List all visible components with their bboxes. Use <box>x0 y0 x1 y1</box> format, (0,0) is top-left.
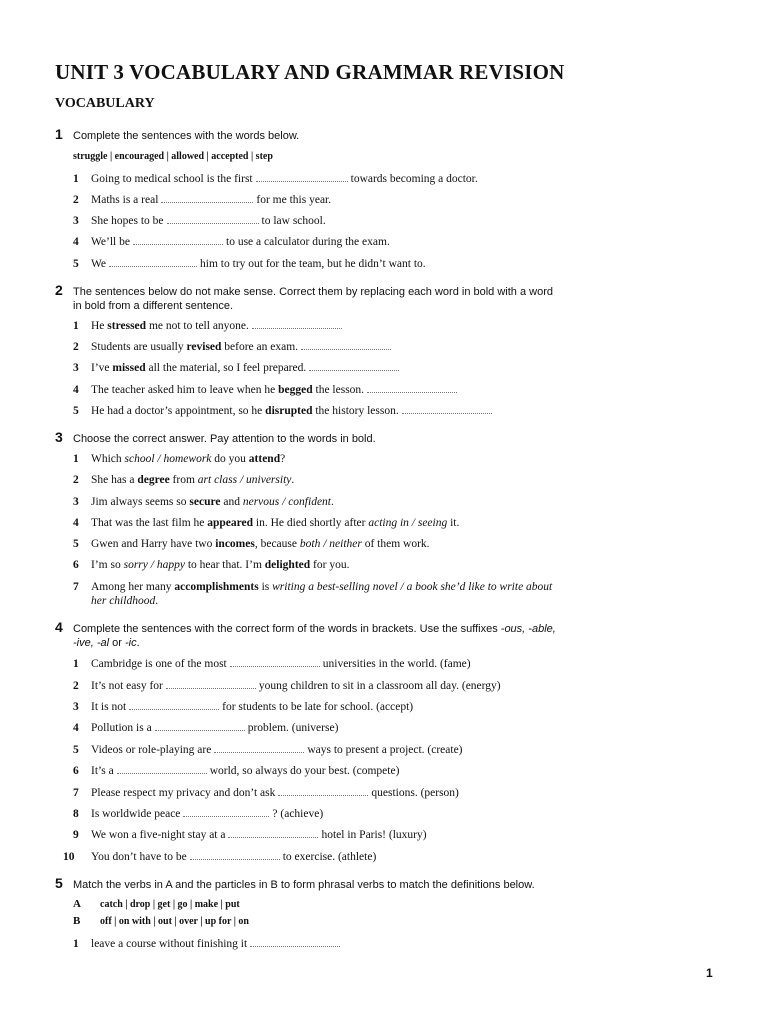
item-number: 5 <box>73 538 79 550</box>
item-number: 1 <box>73 453 79 465</box>
exercise-3-item <box>73 580 552 595</box>
instruction-line: The sentences below do not make sense. Correct them by replacing each word in bold with a word <box>73 286 553 298</box>
item-text: We won a five-night stay at a <box>91 829 226 841</box>
answer-blank[interactable] <box>190 849 280 860</box>
item-text: Pollution is a <box>91 722 152 734</box>
item-text: before an exam. <box>224 341 299 353</box>
item-number: 7 <box>73 581 79 593</box>
bold-word: secure <box>189 496 221 508</box>
item-text: all the material, so I feel prepared. <box>148 362 307 374</box>
answer-blank[interactable] <box>155 720 245 731</box>
item-text: him to try out for the team, but he didn’t want to. <box>200 258 426 270</box>
page-title: UNIT 3 VOCABULARY AND GRAMMAR REVISION <box>55 60 565 84</box>
exercise-2-item <box>73 403 495 419</box>
item-number: 6 <box>73 765 79 777</box>
item-text: for me this year. <box>256 194 332 206</box>
item-text: universities in the world. (fame) <box>322 658 471 670</box>
answer-blank[interactable] <box>117 763 207 774</box>
item-text: I’m so <box>91 559 121 571</box>
item-text: towards becoming a doctor. <box>350 173 478 185</box>
bold-word: begged <box>278 384 313 396</box>
answer-blank[interactable] <box>167 213 259 224</box>
item-text: questions. (person) <box>371 787 459 799</box>
item-number: 6 <box>73 559 79 571</box>
item-number: 4 <box>73 722 79 734</box>
answer-blank[interactable] <box>250 936 340 947</box>
answer-blank[interactable] <box>402 403 492 414</box>
answer-blank[interactable] <box>214 742 304 753</box>
page-number: 1 <box>706 966 713 980</box>
item-text: in. He died shortly after <box>255 517 366 529</box>
item-text: is <box>261 581 270 593</box>
exercise-3-item-continuation <box>91 594 158 609</box>
answer-options[interactable]: sorry / happy <box>123 559 185 571</box>
item-number: 7 <box>73 787 79 799</box>
instruction-line: Complete the sentences with the correct form of the words in brackets. Use the suffixes <box>73 623 498 635</box>
exercise-4-item <box>73 763 399 779</box>
section-heading: VOCABULARY <box>55 96 155 111</box>
item-text: Jim always seems so <box>91 496 187 508</box>
bold-word: incomes <box>215 538 255 550</box>
answer-blank[interactable] <box>228 827 318 838</box>
item-text: . <box>291 474 295 486</box>
item-number: 2 <box>73 194 79 206</box>
item-text: of them work. <box>364 538 430 550</box>
exercise-5-instruction: Match the verbs in A and the particles in B to form phrasal verbs to match the definitions below. <box>73 879 535 891</box>
item-text: That was the last film he <box>91 517 205 529</box>
bold-word: accomplishments <box>174 581 259 593</box>
item-number: 1 <box>73 173 79 185</box>
exercise-3-item <box>73 537 430 552</box>
exercise-1-item <box>73 213 326 229</box>
item-text: to use a calculator during the exam. <box>226 236 390 248</box>
exercise-4-number: 4 <box>55 619 63 635</box>
item-text: and <box>223 496 240 508</box>
instruction-word: or <box>112 637 122 649</box>
exercise-4-item <box>73 720 338 736</box>
exercise-1-item <box>73 192 331 208</box>
item-number: 9 <box>73 829 79 841</box>
bold-word: appeared <box>207 517 254 529</box>
exercise-4-instruction: Complete the sentences with the correct form of the words in brackets. Use the suffixes -ous, -able, -ive, -al or -ic. <box>73 623 556 649</box>
item-text: young children to sit in a classroom all day. (energy) <box>258 680 501 692</box>
instruction-line: in bold from a different sentence. <box>73 300 234 312</box>
exercise-1-number: 1 <box>55 126 63 142</box>
item-text: ways to present a project. (create) <box>307 744 463 756</box>
bold-word: delighted <box>264 559 311 571</box>
item-number: 4 <box>73 384 79 396</box>
item-number: 3 <box>73 362 79 374</box>
item-text: I’ve <box>91 362 110 374</box>
item-text: ? (achieve) <box>272 808 324 820</box>
word-list-a <box>73 898 240 910</box>
item-text: for you. <box>313 559 350 571</box>
item-text: problem. (universe) <box>247 722 339 734</box>
item-number: 4 <box>73 236 79 248</box>
suffix-list: -ive, -al <box>73 637 110 649</box>
exercise-4-item <box>73 699 413 715</box>
exercise-3-item <box>73 516 459 531</box>
item-text: to law school. <box>261 215 326 227</box>
exercise-1-word-box: struggle | encouraged | allowed | accepted | step <box>73 151 273 162</box>
item-text: Gwen and Harry have two <box>91 538 213 550</box>
exercise-1-instruction: Complete the sentences with the words below. <box>73 130 300 142</box>
item-text: He had a doctor’s appointment, so he <box>91 405 263 417</box>
answer-options[interactable]: school / homework <box>124 453 212 465</box>
item-text: leave a course without finishing it <box>91 938 248 950</box>
item-text: Please respect my privacy and don’t ask <box>91 787 276 799</box>
answer-options[interactable]: her childhood <box>91 595 156 607</box>
item-text: The teacher asked him to leave when he <box>91 384 276 396</box>
item-number: 5 <box>73 258 79 270</box>
item-number: 2 <box>73 680 79 692</box>
answer-options[interactable]: both / neither <box>299 538 362 550</box>
bold-word: degree <box>137 474 170 486</box>
suffix-list: -ous, -able, <box>500 623 556 635</box>
item-number: 2 <box>73 341 79 353</box>
item-text: Which <box>91 453 122 465</box>
answer-blank[interactable] <box>309 360 399 371</box>
item-text: me not to tell anyone. <box>148 320 249 332</box>
item-text: world, so always do your best. (compete) <box>209 765 400 777</box>
item-text: . <box>155 595 159 607</box>
item-number: 5 <box>73 744 79 756</box>
answer-blank[interactable] <box>129 699 219 710</box>
item-number: 10 <box>63 851 75 863</box>
item-text: from <box>172 474 195 486</box>
answer-options[interactable]: art class / university <box>197 474 292 486</box>
item-text: It’s a <box>91 765 114 777</box>
item-text: do you <box>214 453 246 465</box>
bold-word: disrupted <box>265 405 313 417</box>
answer-blank[interactable] <box>301 339 391 350</box>
item-text: We <box>91 258 107 270</box>
item-text: to exercise. (athlete) <box>282 851 377 863</box>
answer-blank[interactable] <box>133 234 223 245</box>
exercise-4-item <box>73 827 427 843</box>
item-text: We’ll be <box>91 236 130 248</box>
exercise-2-item <box>73 318 345 334</box>
answer-blank[interactable] <box>256 171 348 182</box>
item-number: 3 <box>73 701 79 713</box>
exercise-3-instruction: Choose the correct answer. Pay attention to the words in bold. <box>73 433 376 445</box>
answer-blank[interactable] <box>367 382 457 393</box>
exercise-3-item <box>73 473 294 488</box>
exercise-2-item <box>73 339 394 355</box>
exercise-1-item <box>73 171 478 187</box>
item-text: the history lesson. <box>315 405 399 417</box>
list-label: B <box>73 915 81 927</box>
answer-blank[interactable] <box>252 318 342 329</box>
item-text: Maths is a real <box>91 194 159 206</box>
bold-word: attend <box>248 453 281 465</box>
item-number: 1 <box>73 658 79 670</box>
item-text: ? <box>280 453 286 465</box>
exercise-4-item <box>73 678 501 694</box>
exercise-1-item <box>73 256 426 272</box>
answer-blank[interactable] <box>109 256 197 267</box>
list-label: A <box>73 898 81 910</box>
item-text: You don’t have to be <box>91 851 187 863</box>
verb-list: catch | drop | get | go | make | put <box>100 899 240 910</box>
exercise-4-item <box>73 742 463 758</box>
item-text: It’s not easy for <box>91 680 163 692</box>
exercise-2-instruction <box>73 285 673 313</box>
answer-blank[interactable] <box>183 806 269 817</box>
item-text: it. <box>450 517 460 529</box>
exercise-1-item <box>73 234 390 250</box>
item-text: Among her many <box>91 581 172 593</box>
answer-options[interactable]: writing a best-selling novel / a book she’d like to write about <box>272 581 553 593</box>
exercise-2-item <box>73 382 460 398</box>
item-text: Cambridge is one of the most <box>91 658 227 670</box>
exercise-3-item <box>73 495 334 510</box>
exercise-5-number: 5 <box>55 875 63 891</box>
item-number: 3 <box>73 215 79 227</box>
bold-word: stressed <box>107 320 147 332</box>
bold-word: missed <box>112 362 146 374</box>
exercise-5-item <box>73 936 343 952</box>
item-number: 4 <box>73 517 79 529</box>
item-number: 2 <box>73 474 79 486</box>
item-text: to hear that. I’m <box>187 559 262 571</box>
answer-options[interactable]: acting in / seeing <box>368 517 448 529</box>
item-number: 1 <box>73 320 79 332</box>
bold-word: revised <box>186 341 222 353</box>
item-text: for students to be late for school. (accept) <box>222 701 414 713</box>
answer-blank[interactable] <box>161 192 253 203</box>
exercise-4-item <box>73 785 459 801</box>
exercise-3-number: 3 <box>55 429 63 445</box>
item-text: Going to medical school is the first <box>91 173 253 185</box>
item-text: Is worldwide peace <box>91 808 181 820</box>
item-number: 5 <box>73 405 79 417</box>
particle-list: off | on with | out | over | up for | on <box>100 916 249 927</box>
answer-options[interactable]: nervous / confident <box>242 496 331 508</box>
exercise-4-item <box>73 656 471 672</box>
word-list-b <box>73 915 249 927</box>
item-text: It is not <box>91 701 127 713</box>
exercise-3-item <box>73 558 349 573</box>
item-text: She has a <box>91 474 135 486</box>
item-text: She hopes to be <box>91 215 164 227</box>
item-text: Students are usually <box>91 341 184 353</box>
item-number: 8 <box>73 808 79 820</box>
item-text: , because <box>254 538 297 550</box>
item-text: He <box>91 320 105 332</box>
answer-blank[interactable] <box>166 678 256 689</box>
item-text: . <box>331 496 334 508</box>
answer-blank[interactable] <box>278 785 368 796</box>
item-number: 1 <box>73 938 79 950</box>
answer-blank[interactable] <box>230 656 320 667</box>
exercise-2-number: 2 <box>55 282 63 298</box>
suffix-list: -ic <box>124 637 137 649</box>
exercise-4-item <box>63 849 376 865</box>
item-number: 3 <box>73 496 79 508</box>
exercise-3-item <box>73 452 285 467</box>
exercise-2-item <box>73 360 402 376</box>
item-text: hotel in Paris! (luxury) <box>321 829 427 841</box>
exercise-4-item <box>73 806 323 822</box>
item-text: the lesson. <box>315 384 365 396</box>
item-text: Videos or role-playing are <box>91 744 212 756</box>
